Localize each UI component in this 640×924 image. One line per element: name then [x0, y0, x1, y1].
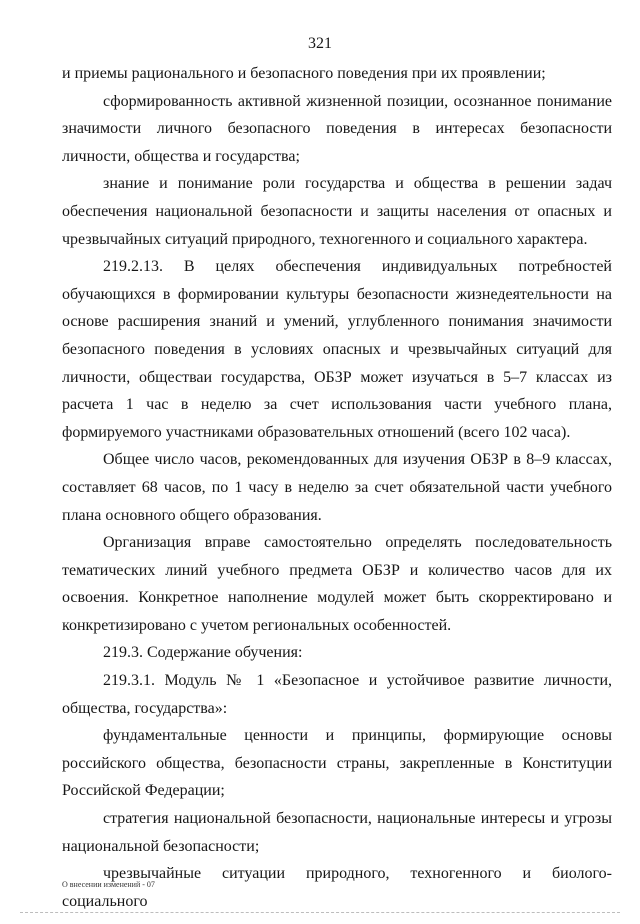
paragraph-active-position: сформированность активной жизненной позиции, осознанное понимание значимости личного безопасного поведения в интересах безопасности личности, общества и государства;	[62, 92, 612, 165]
page-number: 321	[308, 35, 332, 52]
paragraph-continuation: и приемы рационального и безопасного поведения при их проявлении;	[62, 65, 546, 82]
paragraph-219-3-1-module: 219.3.1. Модуль № 1 «Безопасное и устойчивое развитие личности, общества, государства»:	[62, 672, 612, 717]
paragraph-219-2-13: 219.2.13. В целях обеспечения индивидуальных потребностей обучающихся в формировании культуры безопасности жизнедеятельности на основе расширения знаний и умений, углубленного понимания значимости безопасного поведения в условиях опасных и чрезвычайных ситуаций для личности, обществаи государства, ОБЗР может изучаться в 5–7 классах из расчета 1 час в неделю за счет использования части учебного плана, формируемого участниками образовательных отношений (всего 102 часа).	[62, 258, 612, 441]
paragraph-organization-rights: Организация вправе самостоятельно определять последовательность тематических линий учебного предмета ОБЗР и количество часов для их освоения. Конкретное наполнение модулей может быть скорректировано и конкретизировано с учетом региональных особенностей.	[62, 534, 612, 634]
paragraph-hours-total: Общее число часов, рекомендованных для изучения ОБЗР в 8–9 классах, составляет 68 часов, по 1 часу в неделю за счет обязательной части учебного плана основного общего образования.	[62, 451, 612, 524]
footer-note: О внесении изменений - 07	[62, 880, 155, 889]
page-body	[62, 60, 612, 915]
paragraph-role-of-state: знание и понимание роли государства и общества в решении задач обеспечения национальной безопасности и защиты населения от опасных и чрезвычайных ситуаций природного, техногенного и социального характера.	[62, 175, 612, 248]
paragraph-security-strategy: стратегия национальной безопасности, национальные интересы и угрозы национальной безопасности;	[62, 810, 612, 855]
paragraph-emergencies: чрезвычайные ситуации природного, техногенного и биолого-социального	[62, 865, 612, 910]
footer-rule	[20, 912, 620, 913]
paragraph-219-3-heading: 219.3. Содержание обучения:	[103, 644, 303, 662]
paragraph-fundamental-values: фундаментальные ценности и принципы, формирующие основы российского общества, безопасности страны, закрепленные в Конституции Российской Федерации;	[62, 727, 612, 800]
